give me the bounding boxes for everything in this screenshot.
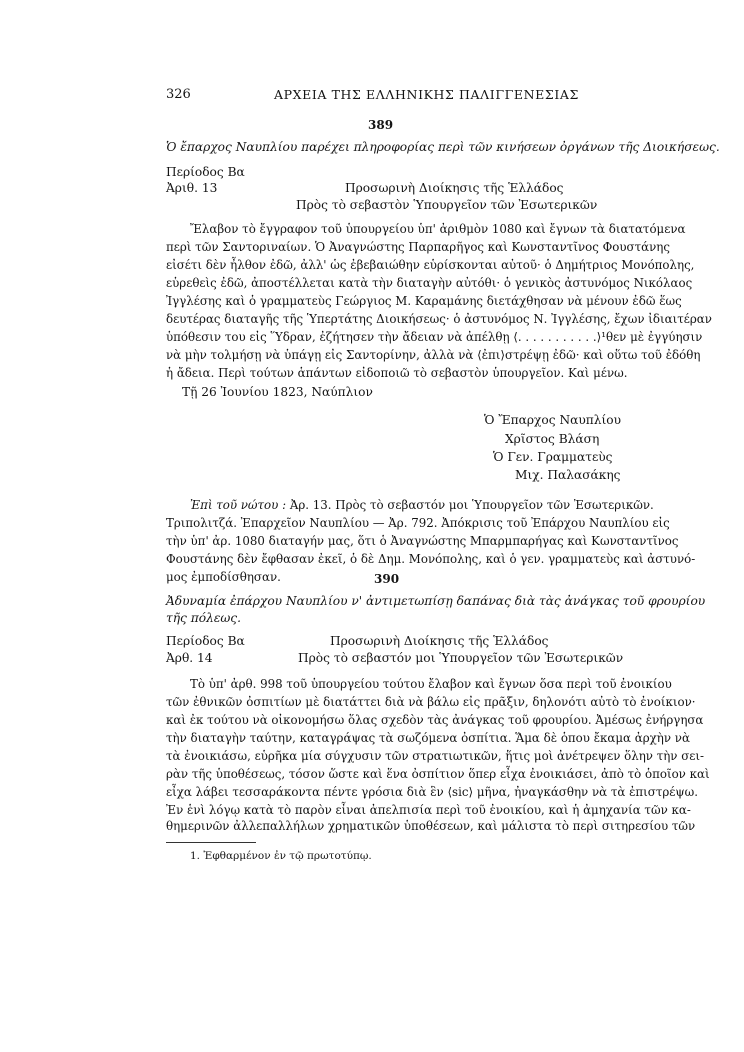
document-summary-390: Ἀδυναμία ἐπάρχου Ναυπλίου ν' ἀντιμετωπίσῃ δαπάνας διὰ τὰς ἀνάγκας τοῦ φρουρίου <box>166 594 706 608</box>
body-line: θημερινῶν ἀλλεπαλλήλων χρηματικῶν ὑποθέσεων, καὶ μάλιστα τὸ περὶ σιτηρεσίου τῶν <box>166 819 696 833</box>
page-number: 326 <box>166 87 191 102</box>
endorsement-line <box>190 498 654 512</box>
document-summary-389: Ὁ ἔπαρχος Ναυπλίου παρέχει πληροφορίας περὶ τῶν κινήσεων ὀργάνων τῆς Διοικήσεως. <box>166 140 720 154</box>
arith-label-390: Ἀρθ. 14 <box>166 651 213 665</box>
footnote: 1. Ἐφθαρμένον ἐν τῷ πρωτοτύπῳ. <box>190 850 372 862</box>
document-number-390: 390 <box>374 572 400 586</box>
body-line: ἡ ἄδεια. Περὶ τούτων ἁπάντων εἰδοποιῶ τὸ σεβαστὸν ὑπουργεῖον. Καὶ μένω. <box>166 366 628 380</box>
period-label-390: Περίοδος Βα <box>166 634 245 648</box>
letter-date: Τῇ 26 Ἰουνίου 1823, Ναύπλιον <box>182 385 373 399</box>
document-number-389: 389 <box>368 118 394 132</box>
body-line: Τὸ ὑπ' ἀρθ. 998 τοῦ ὑπουργείου τούτου ἔλαβον καὶ ἔγνων ὅσα περὶ τοῦ ἐνοικίου <box>190 677 672 691</box>
footnote-rule <box>166 842 256 843</box>
signature-name: Μιχ. Παλασάκης <box>515 468 621 482</box>
body-line: δευτέρας διαταγῆς τῆς Ὑπερτάτης Διοικήσεως· ὁ ἀστυνόμος Ν. Ἰγγλέσης, ἔχων ἰδιαιτέραν <box>166 312 712 326</box>
document-summary-390: τῆς πόλεως. <box>166 611 241 625</box>
endorsement-line: Τριπολιτζά. Ἐπαρχεῖον Ναυπλίου — Ἀρ. 792. Ἀπόκρισις τοῦ Ἐπάρχου Ναυπλίου εἰς <box>166 516 670 530</box>
body-line: τῶν ἐθνικῶν ὀσπιτίων μὲ διατάττει διὰ νὰ βάλω εἰς πρᾶξιν, δηλονότι αὐτὸ τὸ ἐνοίκιον· <box>166 695 696 709</box>
arith-label-389: Ἀριθ. 13 <box>166 181 218 195</box>
endorsement-line: τὴν ὑπ' ἀρ. 1080 διαταγήν μας, ὅτι ὁ Ἀναγνώστης Μπαρμπαρήγας καὶ Κωνσταντῖνος <box>166 534 679 548</box>
body-line: τὰ ἐνοικιάσω, εὑρῆκα μία σύγχυσιν τῶν στρατιωτικῶν, ἥτις μοὶ ἀνέτρεψεν ὅλην τὴν σει- <box>166 749 705 763</box>
signature-title: Ὁ Ἔπαρχος Ναυπλίου <box>484 413 622 427</box>
body-line: καὶ ἐκ τούτου νὰ οἰκονομήσω ὅλας σχεδὸν τὰς ἀνάγκας τοῦ φρουρίου. Ἀμέσως ἐνήργησα <box>166 713 704 727</box>
signature-title: Ὁ Γεν. Γραμματεὺς <box>493 450 613 464</box>
running-title: ΑΡΧΕΙΑ ΤΗΣ ΕΛΛΗΝΙΚΗΣ ΠΑΛΙΓΓΕΝΕΣΙΑΣ <box>274 87 579 102</box>
signature-name: Χρῖστος Βλάση <box>505 432 600 446</box>
body-line: νὰ μὴν τολμήσῃ νὰ ὑπάγῃ εἰς Σαντορίνην, ἀλλὰ νὰ ⟨ἐπι⟩στρέψῃ ἐδῶ· καὶ οὕτω τοῦ ἐδόθη <box>166 348 701 362</box>
body-line: τὴν διαταγὴν ταύτην, καταγράψας τὰ σωζόμενα ὀσπίτια. Ἅμα δὲ ὁπου ἔκαμα ἀρχὴν νὰ <box>166 731 690 745</box>
body-line: ρὰν τῆς ὑποθέσεως, τόσον ὥστε καὶ ἕνα ὀσπίτιον ὅπερ εἶχα ἐνοικιάσει, ἀπὸ τὸ ὁποῖον καὶ <box>166 767 710 781</box>
government-line-390: Προσωρινὴ Διοίκησις τῆς Ἑλλάδος <box>330 634 549 648</box>
government-line-389: Προσωρινὴ Διοίκησις τῆς Ἑλλάδος <box>345 181 564 195</box>
body-line: Ἔλαβον τὸ ἔγγραφον τοῦ ὑπουργείου ὑπ' ἀριθμὸν 1080 καὶ ἔγνων τὰ διατατόμενα <box>190 222 686 236</box>
addressee-line-390: Πρὸς τὸ σεβαστόν μοι Ὑπουργεῖον τῶν Ἐσωτερικῶν <box>298 651 624 665</box>
period-label-389: Περίοδος Βα <box>166 165 245 179</box>
body-line: Ἰγγλέσης καὶ ὁ γραμματεὺς Γεώργιος Μ. Καραμάνης διετάχθησαν νὰ μένουν ἐδῶ ἕως <box>166 294 682 308</box>
endorsement-line: Φουστάνης δὲν ἔφθασαν ἐκεῖ, ὁ δὲ Δημ. Μονόπολης, καὶ ὁ γεν. γραμματεὺς καὶ ἀστυνό- <box>166 552 696 566</box>
addressee-line-389: Πρὸς τὸ σεβαστὸν Ὑπουργεῖον τῶν Ἐσωτερικῶν <box>296 198 598 212</box>
body-line: εὑρεθεὶς ἐδῶ, ἀποστέλλεται κατὰ τὴν διαταγὴν αὐτόθι· ὁ γενικὸς ἀστυνόμος Νικόλαος <box>166 276 693 290</box>
endorsement-text: Ἀρ. 13. Πρὸς τὸ σεβαστόν μοι Ὑπουργεῖον τῶν Ἐσωτερικῶν. <box>289 498 654 512</box>
body-line: περὶ τῶν Σαντοριναίων. Ὁ Ἀναγνώστης Παρπαρῆγος καὶ Κωνσταντῖνος Φουστάνης <box>166 240 670 254</box>
endorsement-label: Ἐπὶ τοῦ νώτου : <box>190 498 287 512</box>
body-line: ὑπόθεσιν του εἰς Ὕδραν, ἐζήτησεν τὴν ἄδειαν νὰ ἀπέλθῃ ⟨. . . . . . . . . . .⟩¹θεν μὲ ἐγγύησιν <box>166 330 703 344</box>
body-line: εἰσέτι δὲν ἦλθον ἐδῶ, ἀλλ' ὡς ἐβεβαιώθην εὑρίσκονται αὐτοῦ· ὁ Δημήτριος Μονόπολης, <box>166 258 695 272</box>
endorsement-line: μος ἐμποδίσθησαν. <box>166 570 281 584</box>
body-line: εἶχα λάβει τεσσαράκοντα πέντε γρόσια διὰ ἓν ⟨sic⟩ μῆνα, ἠναγκάσθην νὰ τὰ ἐπιστρέψω. <box>166 785 699 799</box>
body-line: Ἐν ἑνὶ λόγῳ κατὰ τὸ παρὸν εἶναι ἀπελπισία περὶ τοῦ ἐνοικίου, καὶ ἡ ἀμηχανία τῶν κα- <box>166 803 691 817</box>
